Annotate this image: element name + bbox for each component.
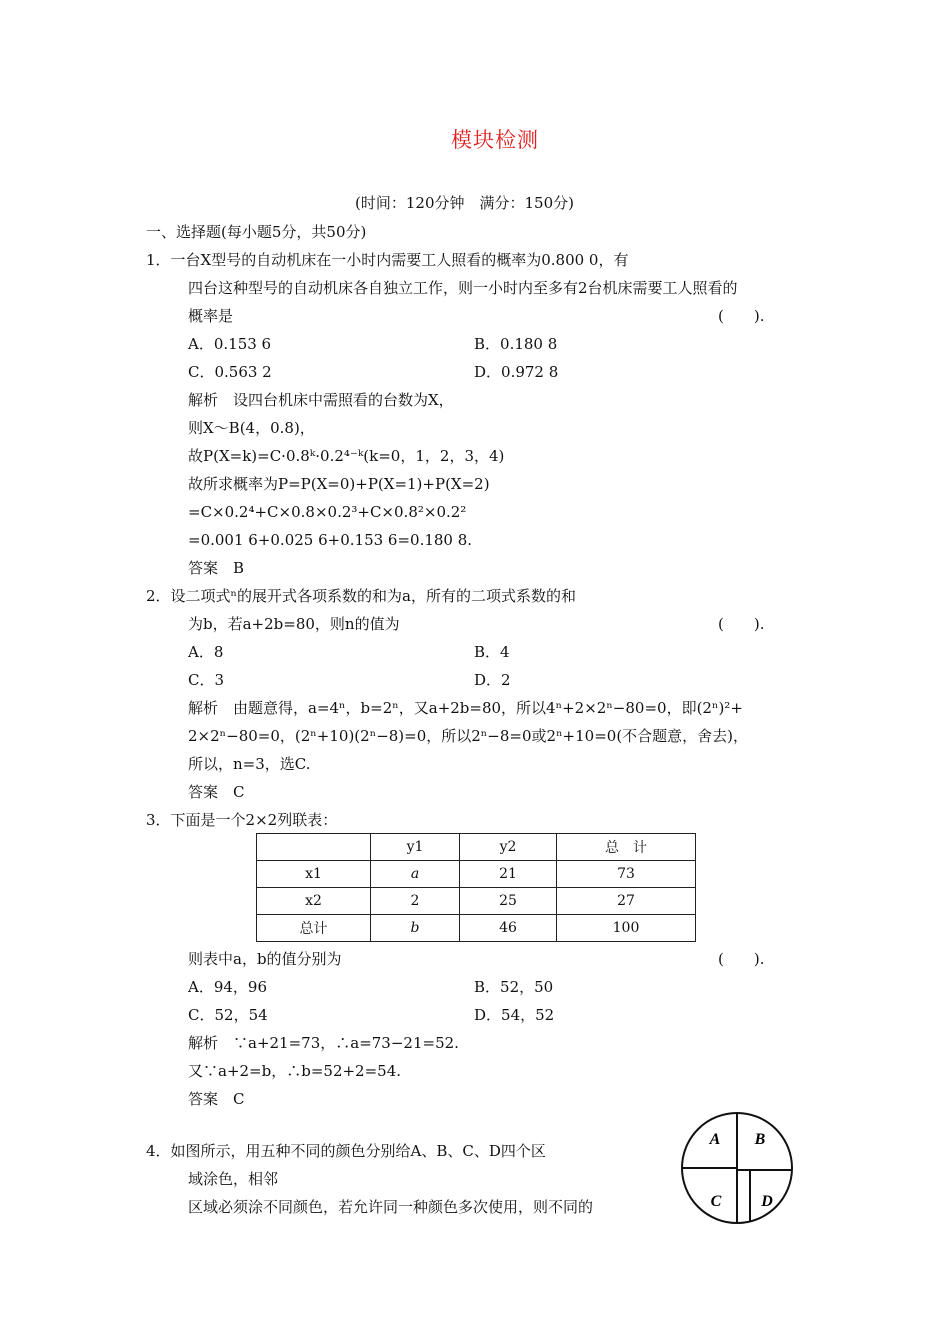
region-label-a: A [709,1131,721,1148]
table-header-row [257,834,696,861]
table-row [257,861,696,888]
region-wheel-figure [678,1096,798,1246]
q1-solution-6: =0.001 6+0.025 6+0.153 6=0.180 8. [188,531,473,549]
table-cell: a [371,861,460,888]
region-label-c: C [710,1193,722,1210]
q2-option-c: C．3 [188,671,225,689]
table-cell: y1 [371,834,460,861]
table-cell: 2 [371,888,460,915]
q2-option-d: D．2 [474,671,511,689]
q2-line-1: 2．设二项式ⁿ的展开式各项系数的和为a，所有的二项式系数的和 [146,587,576,605]
q2-option-b: B．4 [474,643,510,661]
table-cell: b [371,915,460,942]
table-cell: 25 [460,888,557,915]
q3-line-2: 则表中a，b的值分别为 [188,950,342,968]
table-cell: 100 [557,915,696,942]
q1-solution-4: 故所求概率为P=P(X=0)+P(X=1)+P(X=2) [188,475,490,493]
table-cell: 46 [460,915,557,942]
table-row [257,915,696,942]
q2-solution-2: 2×2ⁿ−80=0，(2ⁿ+10)(2ⁿ−8)=0，所以2ⁿ−8=0或2ⁿ+10=0(不合题意，舍去)， [188,727,749,745]
table-cell: 总计 [257,915,371,942]
exam-meta: (时间：120分钟 满分：150分) [355,194,574,212]
q3-option-a: A．94，96 [188,978,268,996]
page-title: 模块检测 [451,128,539,152]
q1-answer: 答案 B [188,559,245,577]
q2-option-a: A．8 [188,643,224,661]
q3-solution-2: 又∵a+2=b，∴b=52+2=54. [188,1062,402,1080]
table-cell: x1 [257,861,371,888]
table-cell: x2 [257,888,371,915]
q2-line-2: 为b，若a+2b=80，则n的值为 [188,615,400,633]
q3-option-d: D．54，52 [474,1006,555,1024]
table-cell: 27 [557,888,696,915]
q1-answer-blank: ( ). [718,307,765,325]
q1-option-c: C．0.563 2 [188,363,272,381]
region-label-b: B [754,1131,766,1148]
q1-option-b: B．0.180 8 [474,335,558,353]
q3-answer: 答案 C [188,1090,245,1108]
contingency-table [256,833,696,942]
q1-option-a: A．0.153 6 [188,335,272,353]
q3-option-c: C．52，54 [188,1006,268,1024]
q1-line-1: 1．一台X型号的自动机床在一小时内需要工人照看的概率为0.800 0，有 [146,251,629,269]
table-cell: 73 [557,861,696,888]
q3-answer-blank: ( ). [718,950,765,968]
q1-line-2: 四台这种型号的自动机床各自独立工作，则一小时内至多有2台机床需要工人照看的 [188,279,738,297]
table-cell: 21 [460,861,557,888]
q2-answer-blank: ( ). [718,615,765,633]
section-heading: 一、选择题(每小题5分，共50分) [146,223,367,241]
q4-line-1: 4．如图所示，用五种不同的颜色分别给A、B、C、D四个区 [146,1142,546,1160]
q2-solution-1: 解析 由题意得，a=4ⁿ，b=2ⁿ，又a+2b=80，所以4ⁿ+2×2ⁿ−80=0，即(2ⁿ)²+ [188,699,743,717]
q1-solution-1: 解析 设四台机床中需照看的台数为X， [188,391,454,409]
q1-line-3: 概率是 [188,307,234,325]
q3-solution-1: 解析 ∵a+21=73，∴a=73−21=52. [188,1034,459,1052]
q2-answer: 答案 C [188,783,245,801]
table-row [257,888,696,915]
q3-line-1: 3．下面是一个2×2列联表： [146,811,338,829]
q1-solution-5: =C×0.2⁴+C×0.8×0.2³+C×0.8²×0.2² [188,503,467,521]
table-cell: y2 [460,834,557,861]
q3-option-b: B．52，50 [474,978,554,996]
q1-solution-3: 故P(X=k)=C·0.8ᵏ·0.2⁴⁻ᵏ(k=0，1，2，3，4) [188,447,505,465]
table-cell [257,834,371,861]
q1-solution-2: 则X～B(4，0.8)， [188,419,315,437]
q2-solution-3: 所以，n=3，选C. [188,755,311,773]
q4-line-2: 域涂色，相邻 [188,1170,279,1188]
table-cell: 总 计 [557,834,696,861]
region-label-d: D [761,1193,773,1210]
q1-option-d: D．0.972 8 [474,363,559,381]
q4-line-3: 区域必须涂不同颜色，若允许同一种颜色多次使用，则不同的 [188,1198,594,1216]
